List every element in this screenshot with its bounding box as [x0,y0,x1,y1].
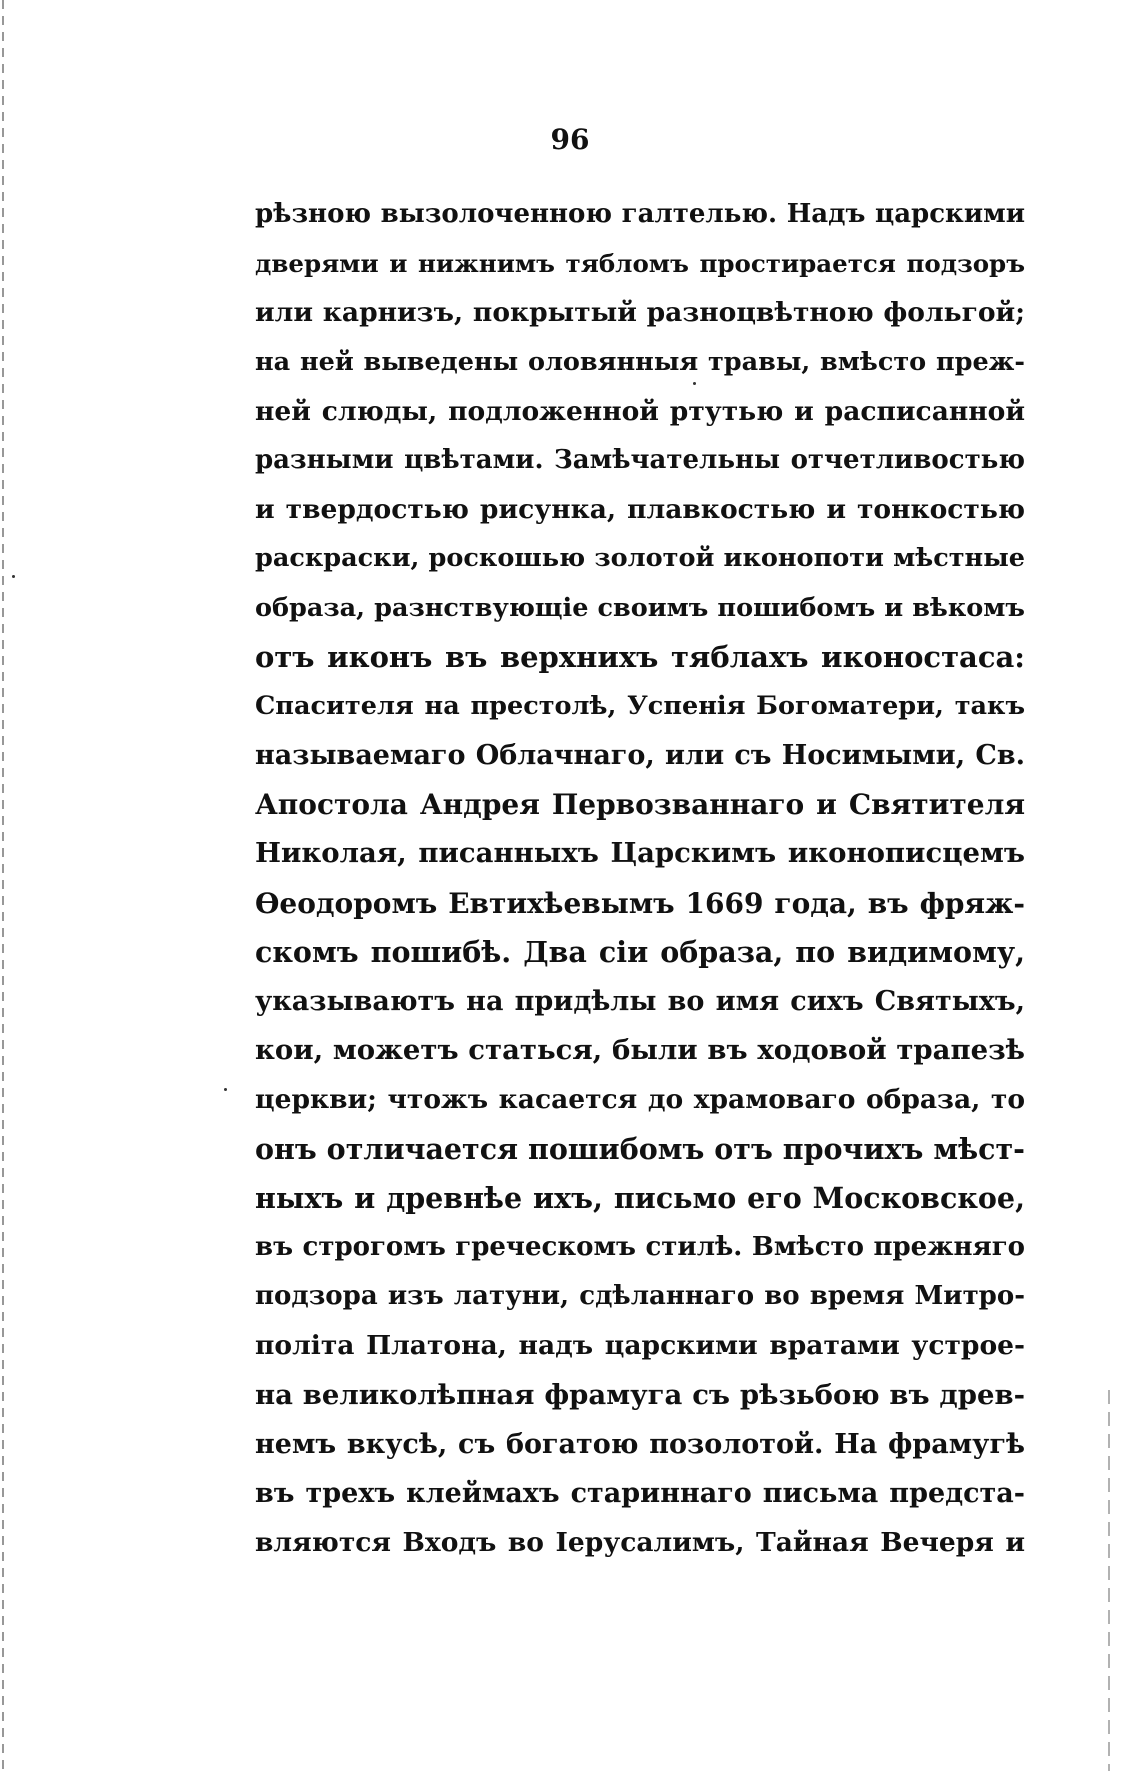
text-line: вляются Входъ во Іерусалимъ, Тайная Вечеря и [255,1527,1025,1559]
text-line: въ строгомъ греческомъ стилѣ. Вмѣсто прежняго [255,1231,1025,1262]
body-text [255,190,1025,1567]
text-line: рѣзною вызолоченною галтелью. Надъ царскими [255,199,1025,229]
scan-speck [224,1088,227,1091]
text-line: на ней выведены оловянныя травы, вмѣсто преж- [255,346,1025,377]
text-line: подзора изъ латуни, сдѣланнаго во время Митро- [255,1281,1025,1312]
text-line: ныхъ и древнѣе ихъ, письмо его Московское, [255,1180,1025,1215]
text-line: или карнизъ, покрытый разноцвѣтною фольгой; [255,297,1025,329]
text-line: ней слюды, подложенной ртутью и расписанной [255,395,1025,427]
page-number: 96 [550,123,590,156]
text-line: отъ иконъ въ верхнихъ тяблахъ иконостаса: [255,639,1025,674]
text-line: въ трехъ клеймахъ стариннаго письма предста- [255,1477,1025,1509]
text-line: Спасителя на престолѣ, Успенія Богоматери, такъ [255,690,1025,721]
text-line: немъ вкусѣ, съ богатою позолотой. На фрамугѣ [255,1428,1025,1460]
text-line: называемаго Облачнаго, или съ Носимыми, Св. [255,740,1025,772]
text-line: онъ отличается пошибомъ отъ прочихъ мѣст- [255,1131,1025,1166]
text-line: Николая, писанныхъ Царскимъ иконописцемъ [255,837,1025,870]
text-line: церкви; чтожъ касается до храмоваго образа, то [255,1084,1025,1116]
text-line: Ѳеодоромъ Евтихѣевымъ 1669 года, въ фряж- [255,886,1025,920]
scan-right-edge [1108,1390,1110,1771]
text-line: дверями и нижнимъ тябломъ простирается подзоръ [255,249,1025,279]
text-line: Апостола Андрея Первозваннаго и Святителя [255,788,1025,822]
text-line: на великолѣпная фрамуга съ рѣзьбою въ древ- [255,1378,1025,1411]
text-line: раскраски, роскошью золотой иконопоти мѣстные [255,543,1025,574]
scan-left-edge [2,0,4,1771]
text-line: скомъ пошибѣ. Два сіи образа, по видимому, [255,934,1025,969]
text-line: політа Платона, надъ царскими вратами устрое- [255,1330,1025,1362]
text-line: образа, разнствующіе своимъ пошибомъ и вѣкомъ [255,592,1025,623]
text-line: разными цвѣтами. Замѣчательны отчетливостью [255,444,1025,475]
scan-speck [12,575,15,578]
text-line: кои, можетъ статься, были въ ходовой трапезѣ [255,1034,1025,1067]
text-line: и твердостью рисунка, плавкостью и тонкостью [255,494,1025,526]
text-line: указываютъ на придѣлы во имя сихъ Святыхъ, [255,986,1025,1017]
